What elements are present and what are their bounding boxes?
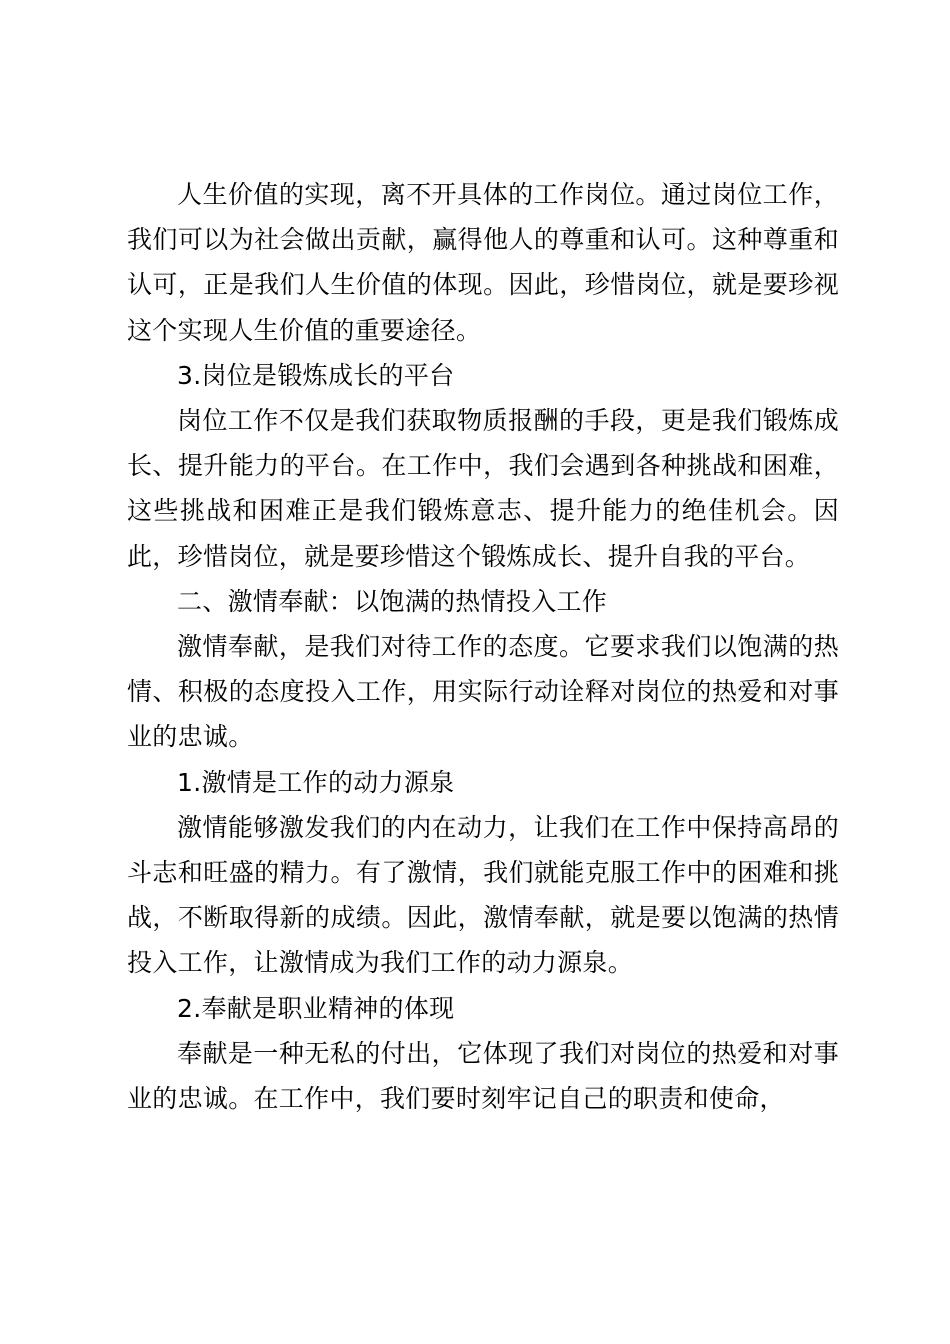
paragraph-post-growth: 岗位工作不仅是我们获取物质报酬的手段，更是我们锻炼成长、提升能力的平台。在工作中，我们会遇到各种挑战和困难，这些挑战和困难正是我们锻炼意志、提升能力的绝佳机会。因此，珍惜岗位，就是要珍惜这个锻炼成长、提升自我的平台。 [127,406,839,571]
paragraph-passion-dedication: 激情奉献，是我们对待工作的态度。它要求我们以饱满的热情、积极的态度投入工作，用实际行动诠释对岗位的热爱和对事业的忠诚。 [127,632,839,752]
paragraph-dedication-spirit: 奉献是一种无私的付出，它体现了我们对岗位的热爱和对事业的忠诚。在工作中，我们要时刻牢记自己的职责和使命， [127,1038,839,1114]
heading-dedication-spirit: 2.奉献是职业精神的体现 [177,993,455,1023]
heading-post-growth-platform: 3.岗位是锻炼成长的平台 [177,360,455,390]
paragraph-passion-motivation: 激情能够激发我们的内在动力，让我们在工作中保持高昂的斗志和旺盛的精力。有了激情，我们就能克服工作中的困难和挑战，不断取得新的成绩。因此，激情奉献，就是要以饱满的热情投入工作，让激情成为我们工作的动力源泉。 [127,812,839,978]
document-body [127,172,839,1121]
heading-passion-motivation: 1.激情是工作的动力源泉 [177,767,455,797]
heading-passion-dedication: 二、激情奉献：以饱满的热情投入工作 [177,586,608,616]
paragraph-life-value: 人生价值的实现，离不开具体的工作岗位。通过岗位工作，我们可以为社会做出贡献，赢得他人的尊重和认可。这种尊重和认可，正是我们人生价值的体现。因此，珍惜岗位，就是要珍视这个实现人生价值的重要途径。 [127,180,839,345]
